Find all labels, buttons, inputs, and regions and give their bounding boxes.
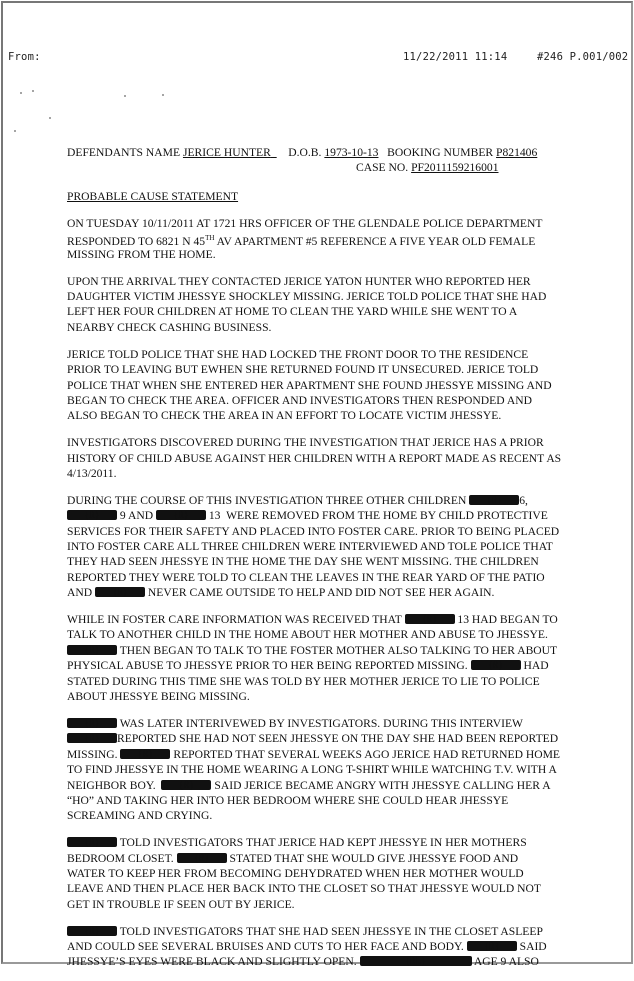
text-line: {R} REPORTED SHE HAD NOT SEEN JHESSYE ON THE DAY SHE HAD BEEN REPORTED (67, 731, 607, 746)
statement-paragraph (67, 435, 607, 481)
redaction-mark: {R} (177, 853, 227, 863)
scan-speck (162, 94, 164, 96)
text-line: 4/13/2011. (67, 466, 117, 480)
case-label: CASE NO. (356, 161, 409, 174)
statement-title-text: PROBABLE CAUSE STATEMENT (67, 190, 239, 203)
statement-title (67, 190, 238, 203)
text-line: WATER TO KEEP HER FROM BECOMING DEHYDRATED WHEN HER MOTHER WOULD (67, 866, 524, 880)
text-line: TALK TO ANOTHER CHILD IN THE HOME ABOUT HER MOTHER AND ABUSE TO JHESSYE. (67, 628, 548, 642)
text-line: INVESTIGATORS DISCOVERED DURING THE INVESTIGATION THAT JERICE HAS A PRIOR (67, 436, 544, 450)
text-line: MISSING FROM THE HOME. (67, 247, 216, 261)
text-line: SCREAMING AND CRYING. (67, 809, 213, 823)
text-line: NEIGHBOR BOY. {R} SAID JERICE BECAME ANGRY WITH JHESSYE CALLING HER A (67, 778, 551, 792)
redaction-mark: {R} (469, 495, 519, 505)
text-line: NEARBY CHECK CASHING BUSINESS. (67, 320, 272, 334)
text-line: POLICE THAT WHEN SHE ENTERED HER APARTMENT SHE FOUND JHESSYE MISSING AND (67, 378, 552, 392)
statement-paragraph (67, 612, 607, 704)
redaction-mark: {R} (67, 510, 117, 520)
text-line: ALSO BEGAN TO CHECK THE AREA IN AN EFFORT TO LOCATE VICTIM JHESSYE. (67, 409, 502, 423)
redaction-mark: {R} (67, 645, 117, 655)
redaction-mark: {R} (120, 749, 170, 759)
fax-datetime: 11/22/2011 11:14 (403, 51, 508, 63)
text-line: DAUGHTER VICTIM JHESSYE SHOCKLEY MISSING. JERICE TOLD POLICE THAT SHE HAD (67, 290, 547, 304)
redaction-mark: {R} (156, 510, 206, 520)
redaction-mark: {R} (95, 587, 145, 597)
fax-from-label: From: (8, 51, 41, 63)
text-line: INTO FOSTER CARE ALL THREE CHILDREN WERE INTERVIEWED AND TOLE POLICE THAT (67, 540, 553, 554)
redaction-mark: {R} (471, 660, 521, 670)
case-info-line (356, 161, 499, 174)
text-line: {R} TOLD INVESTIGATORS THAT SHE HAD SEEN JHESSYE IN THE CLOSET ASLEEP (67, 924, 607, 939)
text-line: DURING THE COURSE OF THIS INVESTIGATION THREE OTHER CHILDREN {R} 6, (67, 493, 528, 507)
text-line: GET IN TROUBLE IF SEEN OUT BY JERICE. (67, 897, 295, 911)
defendant-label: DEFENDANTS NAME (67, 146, 181, 159)
text-line: LEFT HER FOUR CHILDREN AT HOME TO CLEAN THE YARD WHILE SHE WENT TO A (67, 305, 518, 319)
text-line: BEGAN TO CHECK THE AREA. OFFICER AND INVESTIGATORS THEN RESPONDED AND (67, 393, 532, 407)
redaction-mark: {R} (67, 733, 117, 743)
text-line: JHESSYE’S EYES WERE BLACK AND SLIGHTLY OPEN. {RL} AGE 9 ALSO (67, 955, 539, 969)
redaction-mark: {RL} (360, 956, 472, 966)
redaction-mark: {R} (405, 614, 455, 624)
text-line: HISTORY OF CHILD ABUSE AGAINST HER CHILDREN WITH A REPORT MADE AS RECENT AS (67, 451, 562, 465)
text-line: WHILE IN FOSTER CARE INFORMATION WAS RECEIVED THAT {R} 13 HAD BEGAN TO (67, 613, 558, 627)
statement-paragraph (67, 347, 607, 424)
redaction-mark: {R} (67, 837, 117, 847)
text-line: JERICE TOLD POLICE THAT SHE HAD LOCKED THE FRONT DOOR TO THE RESIDENCE (67, 347, 529, 361)
text-line: {R} 9 AND {R} 13 WERE REMOVED FROM THE HOME BY CHILD PROTECTIVE (67, 508, 607, 523)
dob-value: 1973-10-13 (324, 146, 379, 159)
redaction-mark: {R} (161, 780, 211, 790)
text-line: “HO” AND TAKING HER INTO HER BEDROOM WHERE SHE COULD HEAR JHESSYE (67, 793, 509, 807)
text-line: AND COULD SEE SEVERAL BRUISES AND CUTS TO HER FACE AND BODY. {R} SAID (67, 940, 547, 954)
text-line: TO FIND JHESSYE IN THE HOME WEARING A LONG T-SHIRT WHILE WATCHING T.V. WITH A (67, 763, 557, 777)
statement-paragraph (67, 216, 607, 262)
text-line: ON TUESDAY 10/11/2011 AT 1721 HRS OFFICER OF THE GLENDALE POLICE DEPARTMENT (67, 217, 543, 230)
booking-number: P821406 (496, 146, 538, 159)
redaction-mark: {R} (67, 718, 117, 728)
scan-speck (20, 92, 22, 94)
scan-speck (49, 117, 51, 119)
fax-page-info: #246 P.001/002 (537, 51, 629, 63)
text-line: BEDROOM CLOSET. {R} STATED THAT SHE WOULD GIVE JHESSYE FOOD AND (67, 851, 519, 865)
text-line: STATED DURING THIS TIME SHE WAS TOLD BY HER MOTHER JERICE TO LIE TO POLICE (67, 674, 540, 688)
statement-paragraph (67, 274, 607, 336)
text-line: AND {R} NEVER CAME OUTSIDE TO HELP AND DID NOT SEE HER AGAIN. (67, 586, 495, 600)
text-line: REPORTED THEY WERE TOLD TO CLEAN THE LEAVES IN THE REAR YARD OF THE PATIO (67, 570, 545, 584)
text-line: RESPONDED TO 6821 N 45TH AV APARTMENT #5 REFERENCE A FIVE YEAR OLD FEMALE (67, 234, 536, 249)
statement-paragraph (67, 493, 607, 601)
redaction-mark: {R} (467, 941, 517, 951)
text-line: PHYSICAL ABUSE TO JHESSYE PRIOR TO HER BEING REPORTED MISSING. {R} HAD (67, 659, 549, 673)
scan-speck (14, 130, 16, 132)
statement-body (67, 216, 607, 981)
dob-label: D.O.B. (288, 146, 322, 159)
text-line: THEY HAD SEEN JHESSYE IN THE HOME THE DAY SHE WENT MISSING. THE CHILDREN (67, 555, 539, 569)
text-line: {R} WAS LATER INTERIVEWED BY INVESTIGATORS. DURING THIS INTERVIEW (67, 716, 607, 731)
text-line: ABOUT JHESSYE BEING MISSING. (67, 690, 250, 704)
ordinal-suffix: TH (205, 234, 215, 243)
text-line: PRIOR TO LEAVING BUT EWHEN SHE RETURNED FOUND IT UNSECURED. JERICE TOLD (67, 363, 539, 377)
text-line: SERVICES FOR THEIR SAFETY AND PLACED INTO FOSTER CARE. PRIOR TO BEING PLACED (67, 524, 560, 538)
text-line: {R} TOLD INVESTIGATORS THAT JERICE HAD KEPT JHESSYE IN HER MOTHERS (67, 835, 607, 850)
statement-paragraph (67, 716, 607, 824)
redaction-mark: {R} (67, 926, 117, 936)
text-line: LEAVE AND THEN PLACE HER BACK INTO THE CLOSET SO THAT JHESSYE WOULD NOT (67, 882, 541, 896)
scan-speck (32, 90, 34, 92)
text-line: {R} THEN BEGAN TO TALK TO THE FOSTER MOTHER ALSO TALKING TO HER ABOUT (67, 643, 607, 658)
scan-speck (124, 95, 126, 97)
defendant-info-line (67, 146, 537, 159)
defendant-name: JERICE HUNTER (182, 146, 271, 159)
text-line: UPON THE ARRIVAL THEY CONTACTED JERICE YATON HUNTER WHO REPORTED HER (67, 274, 531, 288)
statement-paragraph (67, 835, 607, 912)
text-line: MISSING. {R} REPORTED THAT SEVERAL WEEKS AGO JERICE HAD RETURNED HOME (67, 747, 560, 761)
case-number: PF2011159216001 (411, 161, 499, 174)
statement-paragraph (67, 924, 607, 970)
booking-label: BOOKING NUMBER (387, 146, 494, 159)
